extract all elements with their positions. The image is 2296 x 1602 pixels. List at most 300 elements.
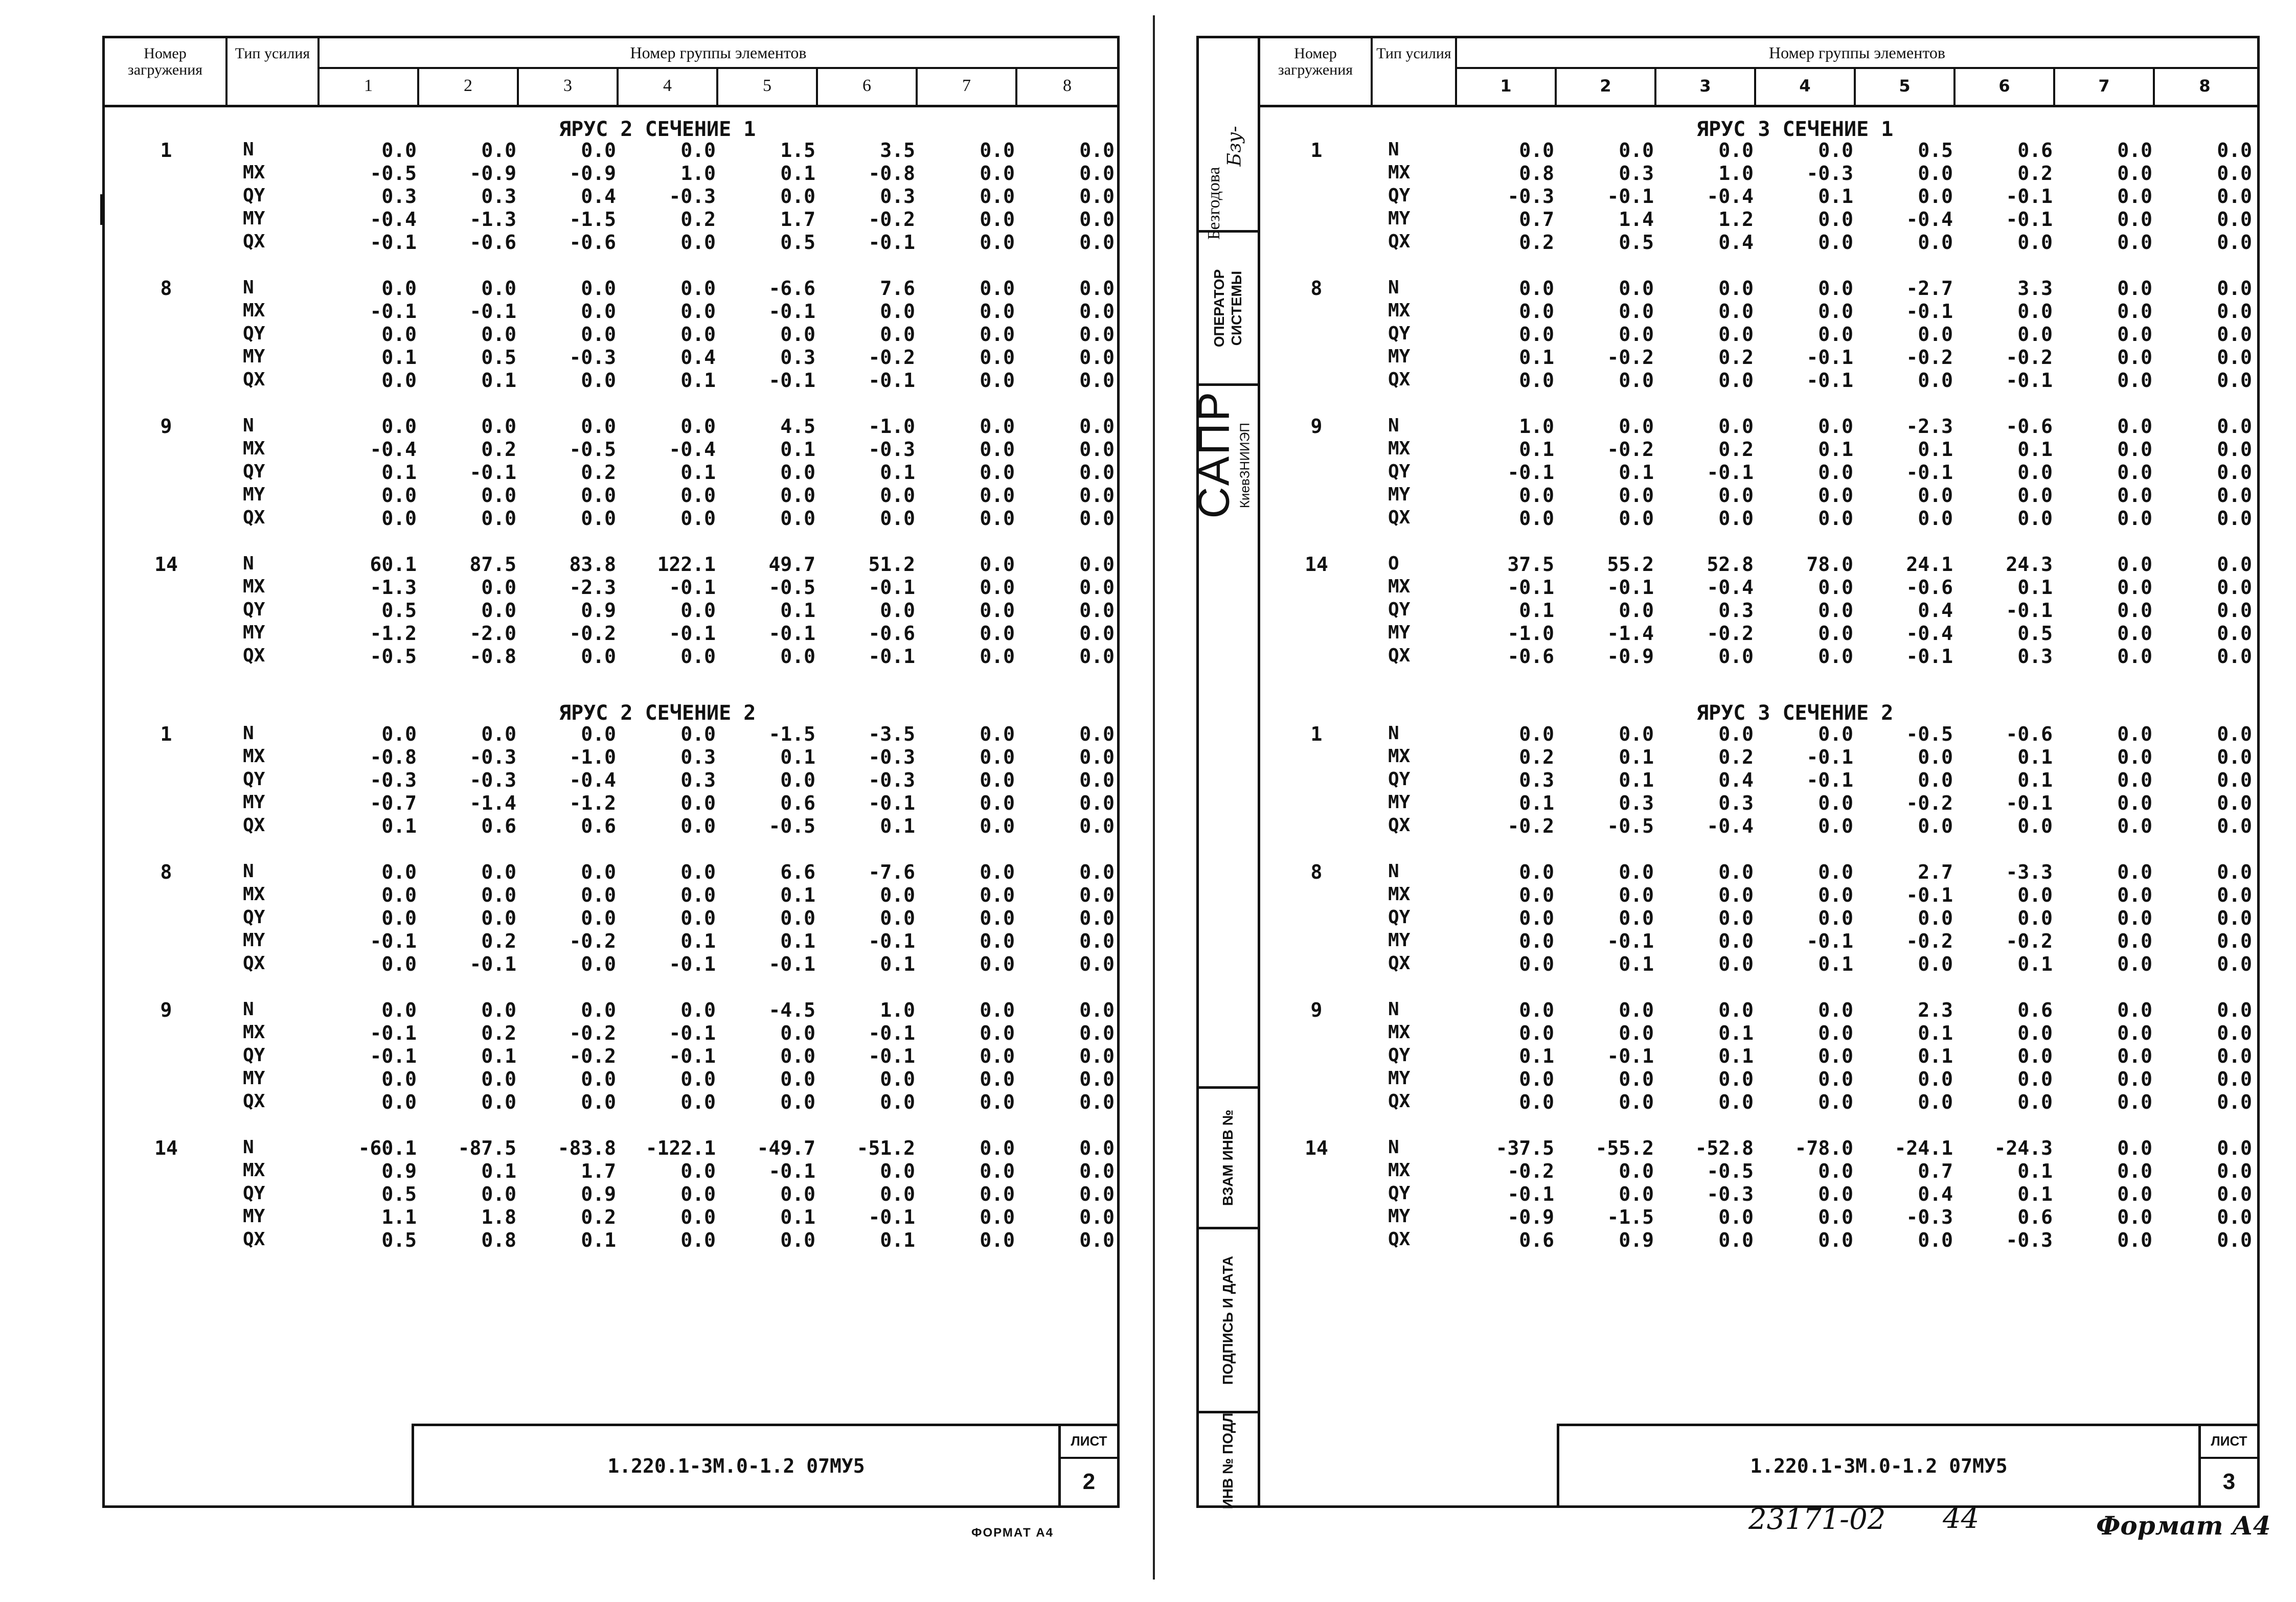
fold-line (1153, 15, 1155, 1580)
table-cell: -0.4 (1906, 208, 1953, 231)
table-cell: 0.0 (1519, 277, 1554, 300)
table-cell: 0.0 (1079, 953, 1115, 975)
table-row (105, 861, 1117, 883)
table-row (1260, 1068, 2257, 1090)
table-cell: -0.2 (868, 208, 915, 231)
table-cell: 0.0 (1619, 277, 1654, 300)
force-type: QX (243, 369, 265, 390)
table-cell: 0.1 (2017, 1160, 2053, 1182)
table-row (1260, 792, 2257, 814)
table-cell: 0.0 (1818, 231, 1853, 254)
table-cell: -0.1 (1906, 461, 1953, 484)
table-cell: 0.0 (581, 1091, 616, 1113)
table-cell: 0.3 (780, 346, 815, 369)
force-type: N (243, 277, 254, 298)
table-cell: 0.0 (1718, 723, 1754, 745)
table-cell: 0.3 (1619, 162, 1654, 185)
operator-label: ОПЕРАТОР СИСТЕМЫ (1211, 269, 1245, 347)
table-cell: 0.0 (1079, 1068, 1115, 1090)
table-cell: 0.0 (2017, 907, 2053, 929)
table-cell: 0.0 (1519, 884, 1554, 906)
force-type: MX (1388, 1160, 1411, 1181)
table-cell: 0.0 (880, 507, 915, 530)
table-cell: 0.9 (581, 599, 616, 622)
table-row (105, 1068, 1117, 1090)
table-cell: 0.0 (1079, 162, 1115, 185)
table-cell: 0.0 (381, 369, 417, 392)
binder-strip (1189, 36, 1258, 1509)
force-type: MX (243, 576, 265, 597)
force-type: QX (243, 645, 265, 666)
format-label-right: Формат А4 (2096, 1511, 2271, 1541)
table-cell: 0.4 (1718, 231, 1754, 254)
table-cell: 0.0 (2217, 1160, 2252, 1182)
sheet-number: 3 (2222, 1469, 2236, 1494)
table-cell: 0.0 (581, 1068, 616, 1090)
table-cell: 3.3 (2017, 277, 2053, 300)
table-cell: -0.4 (669, 438, 716, 461)
force-type: QY (1388, 185, 1411, 206)
force-type: N (1388, 277, 1399, 298)
table-cell: 0.0 (581, 907, 616, 929)
table-cell: -0.3 (569, 346, 616, 369)
table-cell: 0.0 (1818, 861, 1853, 883)
table-cell: 0.3 (1519, 769, 1554, 791)
force-type: QX (243, 815, 265, 836)
table-cell: -0.9 (1607, 645, 1654, 668)
table-cell: 0.0 (1619, 369, 1654, 392)
table-cell: -0.1 (1607, 185, 1654, 208)
table-cell: 0.1 (1818, 438, 1853, 461)
table-cell: 0.0 (2217, 1022, 2252, 1044)
table-cell: 0.0 (581, 484, 616, 507)
table-cell: 0.0 (2217, 622, 2252, 645)
table-cell: -0.4 (370, 438, 417, 461)
force-type: QX (243, 953, 265, 974)
table-row (1260, 907, 2257, 929)
table-row (105, 231, 1117, 254)
table-row (1260, 346, 2257, 369)
table-cell: 0.0 (1079, 208, 1115, 231)
table-row (1260, 930, 2257, 952)
table-cell: 0.0 (1519, 1022, 1554, 1044)
force-type: N (243, 415, 254, 436)
table-cell: 0.0 (1718, 907, 1754, 929)
force-type: N (1388, 1137, 1399, 1158)
table-cell: 0.0 (1718, 507, 1754, 530)
force-type: N (243, 1137, 254, 1158)
table-cell: 0.0 (2217, 599, 2252, 622)
table-cell: 0.0 (1619, 884, 1654, 906)
table-cell: 0.1 (2017, 576, 2053, 599)
force-type: QX (243, 1229, 265, 1250)
table-cell: 0.0 (2217, 1091, 2252, 1113)
table-cell: 0.0 (1818, 999, 1853, 1021)
table-cell: 0.0 (980, 300, 1015, 323)
table-cell: -0.1 (868, 645, 915, 668)
table-cell: -0.1 (768, 953, 815, 975)
table-cell: 0.0 (1918, 815, 1953, 837)
table-cell: 0.0 (980, 231, 1015, 254)
table-cell: 0.0 (680, 792, 716, 814)
force-type: MY (1388, 622, 1411, 643)
table-cell: 0.0 (780, 1022, 815, 1044)
force-type: QY (243, 1183, 265, 1204)
table-cell: 0.4 (1918, 599, 1953, 622)
table-cell: 0.0 (1718, 645, 1754, 668)
table-row (1260, 769, 2257, 791)
table-cell: 0.0 (1718, 369, 1754, 392)
table-cell: 0.0 (680, 723, 716, 745)
table-cell: 1.7 (780, 208, 815, 231)
table-cell: 0.1 (1918, 1022, 1953, 1044)
force-type: MY (243, 208, 265, 229)
force-type: QY (243, 461, 265, 482)
table-cell: 0.0 (1918, 953, 1953, 975)
table-cell: -0.3 (469, 769, 516, 791)
header-load-case: Номер загружения (1260, 38, 1373, 105)
table-cell: 0.0 (980, 815, 1015, 837)
table-cell: 0.0 (2117, 231, 2152, 254)
table-cell: 0.0 (680, 507, 716, 530)
table-cell: -0.4 (1707, 576, 1754, 599)
table-cell: 0.0 (481, 599, 516, 622)
table-cell: -0.6 (469, 231, 516, 254)
table-cell: 0.0 (1519, 907, 1554, 929)
header-group-7: 7 (2055, 69, 2155, 105)
table-cell: 0.5 (381, 599, 417, 622)
table-cell: 0.0 (880, 907, 915, 929)
section-title: ЯРУС 3 СЕЧЕНИЕ 1 (1696, 118, 1894, 141)
table-cell: -1.5 (1607, 1206, 1654, 1228)
table-cell: 0.0 (2217, 746, 2252, 768)
table-cell: 0.0 (1079, 461, 1115, 484)
table-cell: 0.0 (2117, 723, 2152, 745)
table-cell: 0.0 (980, 461, 1015, 484)
table-cell: 0.4 (581, 185, 616, 208)
table-cell: 0.0 (980, 884, 1015, 906)
table-cell: 0.0 (680, 415, 716, 438)
table-cell: 0.0 (381, 884, 417, 906)
table-cell: 0.0 (2217, 507, 2252, 530)
table-cell: -83.8 (557, 1137, 616, 1159)
table-cell: 0.0 (780, 185, 815, 208)
table-cell: 0.0 (1619, 1022, 1654, 1044)
table-cell: 0.0 (2217, 645, 2252, 668)
table-cell: 0.0 (2217, 999, 2252, 1021)
table-cell: 0.0 (1718, 139, 1754, 162)
table-row (105, 1160, 1117, 1182)
table-cell: 1.0 (880, 999, 915, 1021)
table-row (1260, 185, 2257, 208)
table-row (1260, 576, 2257, 599)
header-group-8: 8 (1063, 76, 1072, 95)
table-cell: -0.1 (768, 1160, 815, 1182)
table-row (105, 1045, 1117, 1067)
force-type: MY (243, 1068, 265, 1089)
table-header (105, 38, 1117, 107)
table-cell: 0.0 (1619, 907, 1654, 929)
table-cell: 0.0 (1818, 599, 1853, 622)
table-cell: 0.1 (481, 369, 516, 392)
table-cell: 0.1 (780, 1206, 815, 1228)
table-cell: -0.1 (2006, 599, 2053, 622)
table-cell: -1.2 (370, 622, 417, 645)
table-cell: -0.1 (868, 930, 915, 952)
table-cell: 0.0 (381, 1091, 417, 1113)
table-cell: -24.1 (1894, 1137, 1953, 1159)
archive-number: 23171-02 (1748, 1503, 1886, 1536)
table-cell: 0.0 (1619, 1183, 1654, 1205)
table-cell: -0.1 (1906, 645, 1953, 668)
table-row (1260, 1206, 2257, 1228)
force-type: QY (1388, 599, 1411, 620)
table-cell: 0.0 (381, 277, 417, 300)
table-cell: 0.1 (880, 461, 915, 484)
table-cell: 1.4 (1619, 208, 1654, 231)
table-cell: -0.1 (868, 369, 915, 392)
table-cell: -0.8 (868, 162, 915, 185)
force-type: QY (1388, 1045, 1411, 1066)
table-row (105, 884, 1117, 906)
table-cell: 0.0 (980, 576, 1015, 599)
table-cell: 0.2 (1718, 346, 1754, 369)
table-cell: 0.0 (2217, 346, 2252, 369)
header-element-groups: Номер группы элементов (1457, 38, 2257, 69)
table-cell: 4.5 (780, 415, 815, 438)
table-row (1260, 953, 2257, 975)
table-cell: 0.0 (1818, 815, 1853, 837)
force-type: MX (1388, 1022, 1411, 1043)
load-case-number: 9 (1310, 999, 1323, 1021)
force-type: QX (243, 1091, 265, 1112)
load-case-number: 1 (1310, 723, 1323, 745)
table-row (105, 723, 1117, 745)
table-cell: -1.0 (569, 746, 616, 768)
table-cell: 0.0 (680, 999, 716, 1021)
force-type: MX (243, 1022, 265, 1043)
table-cell: 0.1 (1619, 746, 1654, 768)
approval-box (1199, 38, 1258, 240)
table-cell: -1.5 (569, 208, 616, 231)
force-type: QY (1388, 907, 1411, 928)
table-cell: 0.0 (980, 1045, 1015, 1067)
table-cell: -0.1 (1507, 576, 1554, 599)
table-cell: 0.0 (2017, 484, 2053, 507)
table-cell: 0.0 (581, 323, 616, 346)
table-cell: -0.3 (469, 746, 516, 768)
table-cell: -2.7 (1906, 277, 1953, 300)
table-cell: 0.0 (680, 907, 716, 929)
table-cell: -2.0 (469, 622, 516, 645)
table-cell: 0.0 (880, 300, 915, 323)
table-cell: -51.2 (856, 1137, 915, 1159)
table-cell: 0.0 (1718, 1091, 1754, 1113)
table-row (105, 415, 1117, 438)
table-cell: 0.0 (2217, 231, 2252, 254)
table-cell: 0.7 (1519, 208, 1554, 231)
table-cell: 0.1 (780, 162, 815, 185)
table-cell: 0.0 (680, 1206, 716, 1228)
force-type: MY (243, 622, 265, 643)
table-cell: 0.0 (1519, 930, 1554, 952)
force-type: MY (243, 484, 265, 505)
table-cell: -0.1 (669, 1022, 716, 1044)
table-cell: 0.0 (880, 323, 915, 346)
table-cell: 0.0 (980, 323, 1015, 346)
table-cell: 0.0 (680, 1068, 716, 1090)
table-cell: -0.1 (1607, 1045, 1654, 1067)
table-row (105, 300, 1117, 323)
table-cell: 0.0 (2117, 884, 2152, 906)
table-cell: 0.2 (1718, 746, 1754, 768)
table-cell: 0.0 (1079, 576, 1115, 599)
sheet-label: ЛИСТ (2201, 1426, 2257, 1459)
table-cell: -0.6 (569, 231, 616, 254)
operator-box (1199, 233, 1258, 386)
table-cell: 0.0 (2117, 769, 2152, 791)
section-title: ЯРУС 2 СЕЧЕНИЕ 1 (559, 118, 756, 141)
table-cell: 0.6 (2017, 139, 2053, 162)
table-cell: 0.5 (780, 231, 815, 254)
table-cell: 0.0 (680, 484, 716, 507)
table-cell: 0.0 (1619, 723, 1654, 745)
table-cell: -24.3 (1994, 1137, 2053, 1159)
table-cell: 0.0 (1619, 599, 1654, 622)
force-type: N (243, 553, 254, 574)
table-cell: 0.0 (680, 599, 716, 622)
table-cell: -4.5 (768, 999, 815, 1021)
table-cell: 0.0 (2117, 507, 2152, 530)
table-cell: 0.0 (481, 861, 516, 883)
table-cell: -2.3 (1906, 415, 1953, 438)
table-cell: 0.0 (680, 1229, 716, 1251)
table-cell: -0.1 (1507, 461, 1554, 484)
table-cell: -0.1 (868, 1206, 915, 1228)
table-cell: 49.7 (768, 553, 815, 576)
table-cell: 0.0 (1079, 1137, 1115, 1159)
table-cell: 1.1 (381, 1206, 417, 1228)
table-cell: -0.4 (370, 208, 417, 231)
table-cell: 0.0 (980, 415, 1015, 438)
table-cell: 0.1 (1818, 953, 1853, 975)
table-cell: 0.0 (780, 1068, 815, 1090)
table-cell: -0.2 (569, 1045, 616, 1067)
table-row (105, 208, 1117, 231)
table-cell: 0.0 (1818, 323, 1853, 346)
table-cell: 0.0 (2117, 645, 2152, 668)
table-cell: 0.0 (980, 553, 1015, 576)
table-cell: 0.8 (481, 1229, 516, 1251)
table-cell: 0.0 (680, 300, 716, 323)
table-cell: 1.2 (1718, 208, 1754, 231)
table-cell: -0.2 (1906, 792, 1953, 814)
table-cell: 0.0 (1918, 323, 1953, 346)
table-cell: 0.3 (880, 185, 915, 208)
table-cell: 0.0 (2217, 1068, 2252, 1090)
table-cell: 0.2 (481, 930, 516, 952)
table-cell: -0.2 (569, 930, 616, 952)
load-case-number: 9 (160, 999, 172, 1021)
table-cell: 0.0 (2117, 1183, 2152, 1205)
table-cell: 0.0 (980, 1022, 1015, 1044)
table-cell: 0.0 (1079, 930, 1115, 952)
header-group-5: 5 (1856, 69, 1956, 105)
table-cell: 0.0 (1079, 231, 1115, 254)
table-cell: 0.9 (581, 1183, 616, 1205)
table-cell: 0.0 (980, 1160, 1015, 1182)
table-cell: 0.8 (1519, 162, 1554, 185)
table-cell: 0.0 (980, 208, 1015, 231)
table-cell: 0.0 (581, 300, 616, 323)
table-cell: 0.0 (1918, 507, 1953, 530)
table-cell: 0.1 (1818, 185, 1853, 208)
table-cell: 0.0 (1818, 1022, 1853, 1044)
sheet-number-box (1058, 1426, 1117, 1505)
table-cell: 0.0 (581, 999, 616, 1021)
table-cell: 0.0 (1079, 553, 1115, 576)
table-cell: -0.7 (370, 792, 417, 814)
table-cell: 0.0 (581, 723, 616, 745)
table-cell: 0.0 (1079, 369, 1115, 392)
table-cell: 0.0 (2217, 1045, 2252, 1067)
table-row (105, 907, 1117, 929)
table-row (105, 999, 1117, 1021)
table-cell: 0.0 (1818, 1091, 1853, 1113)
table-cell: 0.0 (481, 907, 516, 929)
table-row (1260, 553, 2257, 576)
table-cell: 0.0 (2117, 1022, 2152, 1044)
load-case-number: 9 (1310, 415, 1323, 438)
table-cell: 0.0 (481, 723, 516, 745)
force-type: QY (243, 185, 265, 206)
table-cell: 0.0 (481, 484, 516, 507)
force-type: MX (1388, 746, 1411, 767)
table-cell: 0.0 (2117, 599, 2152, 622)
table-cell: -0.1 (669, 1045, 716, 1067)
load-case-number: 1 (1310, 139, 1323, 162)
table-row (105, 139, 1117, 162)
table-cell: 0.0 (680, 139, 716, 162)
table-cell: 1.0 (1718, 162, 1754, 185)
table-cell: 0.7 (1918, 1160, 1953, 1182)
table-cell: 0.0 (1918, 484, 1953, 507)
force-type: N (243, 139, 254, 160)
table-cell: 0.0 (2117, 953, 2152, 975)
table-cell: 0.0 (780, 1045, 815, 1067)
table-row (105, 369, 1117, 392)
table-row (105, 1137, 1117, 1159)
table-cell: 0.0 (2217, 792, 2252, 814)
table-cell: 0.0 (2217, 907, 2252, 929)
table-cell: 0.0 (2117, 907, 2152, 929)
table-cell: 0.0 (1619, 1160, 1654, 1182)
table-cell: 0.0 (1918, 769, 1953, 791)
force-type: QX (1388, 507, 1411, 528)
table-cell: -0.2 (569, 622, 616, 645)
table-cell: -1.4 (469, 792, 516, 814)
table-cell: 0.3 (1718, 599, 1754, 622)
table-cell: 0.1 (2017, 953, 2053, 975)
table-cell: 0.0 (581, 507, 616, 530)
table-cell: 0.0 (2017, 1022, 2053, 1044)
table-cell: 0.2 (481, 438, 516, 461)
table-cell: 0.0 (2217, 323, 2252, 346)
force-type: N (1388, 415, 1399, 436)
table-row (1260, 300, 2257, 323)
table-cell: -0.3 (1806, 162, 1853, 185)
force-type: MX (243, 1160, 265, 1181)
